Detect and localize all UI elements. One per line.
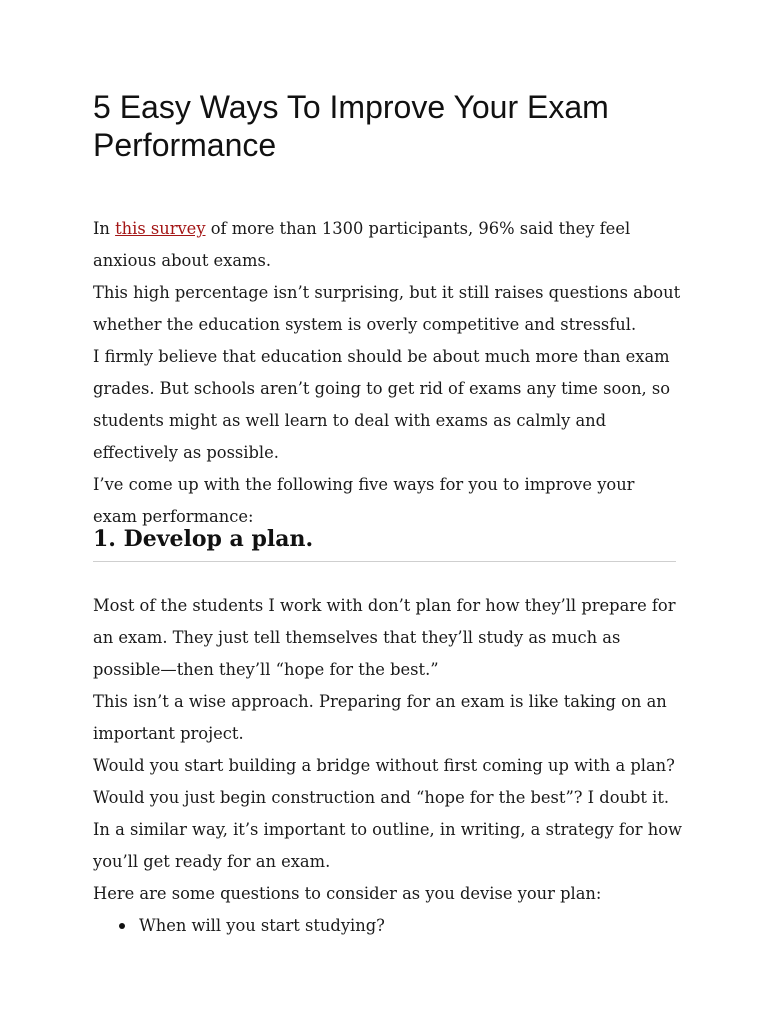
section1-paragraph-2: This isn’t a wise approach. Preparing for an exam is like taking on an important project. xyxy=(93,692,667,743)
section-heading-develop-plan: 1. Develop a plan. xyxy=(93,526,314,552)
intro-p1-lead: In xyxy=(93,219,116,238)
intro-section xyxy=(93,213,683,533)
article-title: 5 Easy Ways To Improve Your Exam Performance xyxy=(93,89,609,163)
section-divider xyxy=(93,561,676,562)
questions-list xyxy=(93,910,683,942)
question-text: When will you start studying? xyxy=(139,916,385,935)
intro-paragraph-2: This high percentage isn’t surprising, but it still raises questions about whether the education system is overly competitive and stressful. xyxy=(93,283,681,334)
intro-paragraph-1 xyxy=(93,213,683,277)
list-item xyxy=(139,910,683,942)
bullet-icon xyxy=(119,923,125,929)
intro-paragraph-4: I’ve come up with the following five ways for you to improve your exam performance: xyxy=(93,475,635,526)
survey-link[interactable]: this survey xyxy=(115,219,206,238)
section1-paragraph-4: In a similar way, it’s important to outline, in writing, a strategy for how you’ll get ready for an exam. xyxy=(93,820,682,871)
section1-paragraph-3: Would you start building a bridge without first coming up with a plan? Would you just begin construction and “hope for the best”? I doubt it. xyxy=(93,756,675,807)
intro-p1-rest: of more than 1300 participants, 96% said they feel anxious about exams. xyxy=(93,219,631,270)
section1-paragraph-5: Here are some questions to consider as you devise your plan: xyxy=(93,884,602,903)
intro-paragraph-3: I firmly believe that education should be about much more than exam grades. But schools aren’t going to get rid of exams any time soon, so students might as well learn to deal with exams as calmly and effectively as possible. xyxy=(93,347,671,462)
section1-paragraph-1: Most of the students I work with don’t plan for how they’ll prepare for an exam. They just tell themselves that they’ll study as much as possible—then they’ll “hope for the best.” xyxy=(93,596,676,679)
section-1-body xyxy=(93,590,683,942)
